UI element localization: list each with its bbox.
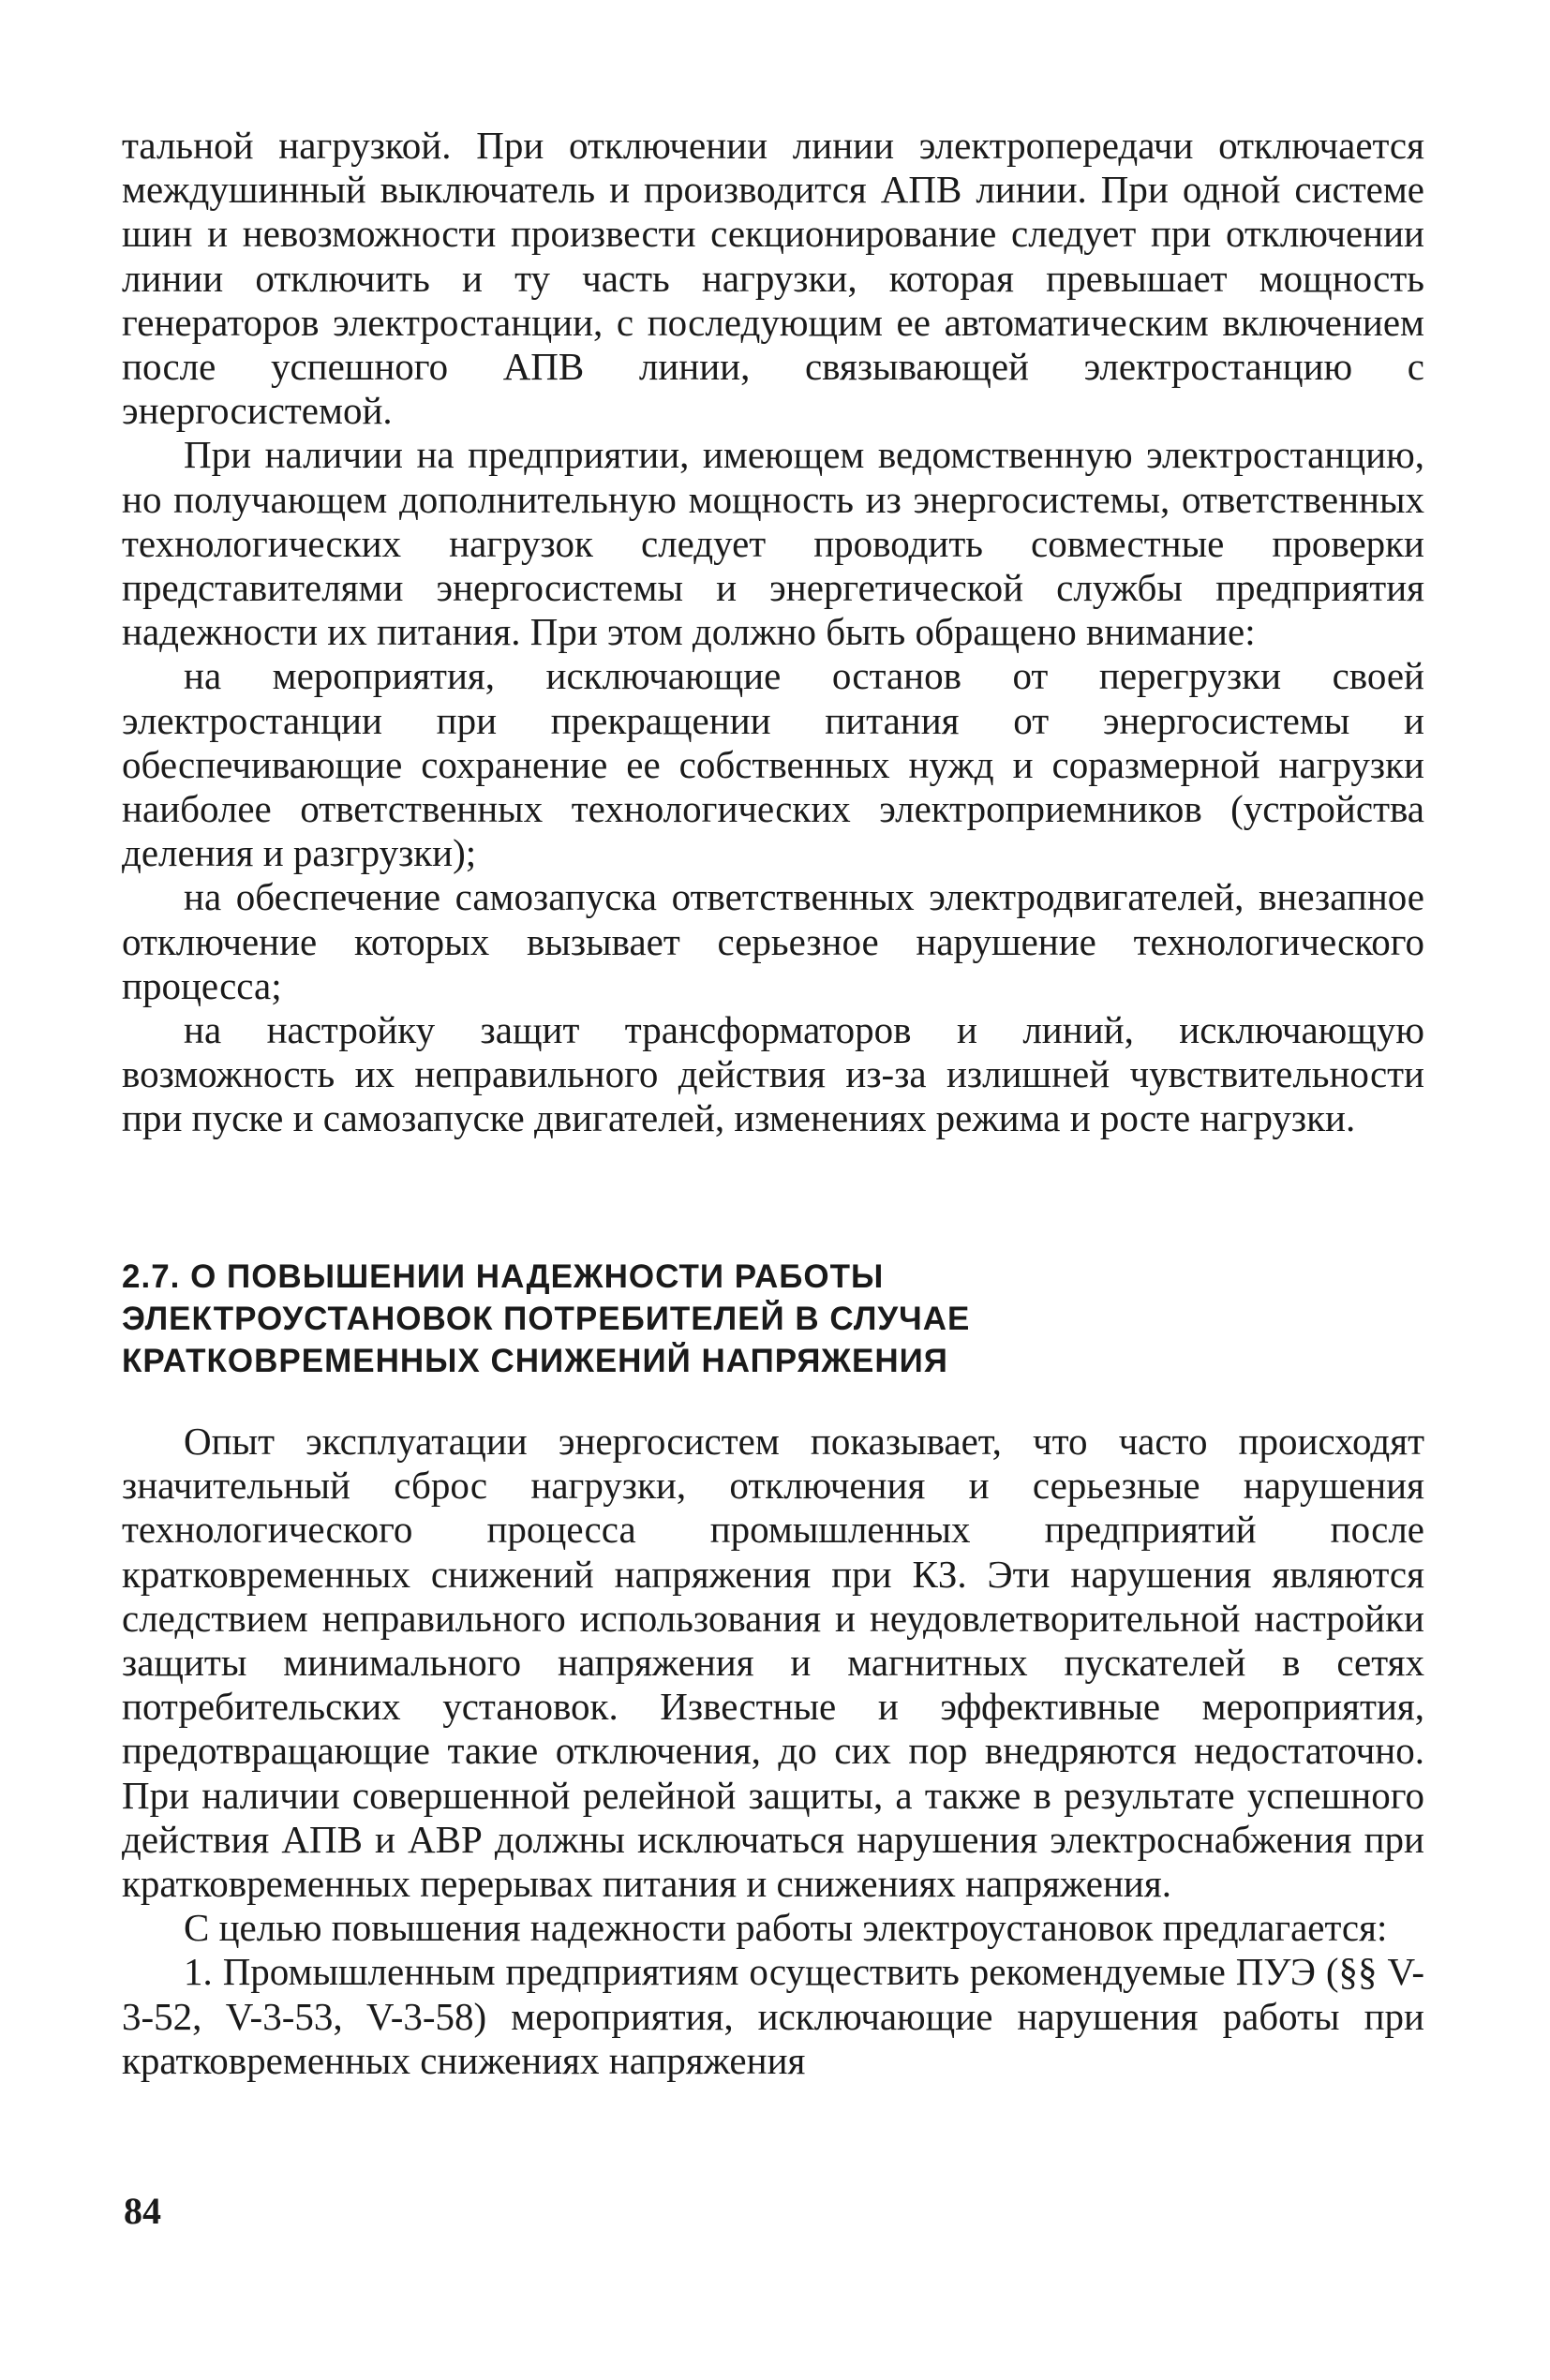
list-item-proposal-1: 1. Промышленным предприятиям осуществить рекомендуемые ПУЭ (§§ V-3-52, V-3-53, V-3-58) мероприятия, исключающие нарушения работы при кратковременных снижениях напряжения xyxy=(122,1950,1424,2082)
paragraph-proposal-intro: С целью повышения надежности работы электроустановок предлагается: xyxy=(184,1906,1388,1950)
paragraph-continuation: тальной нагрузкой. При отключении линии электропередачи отключается междушинный выключатель и производится АПВ линии. При одной системе шин и невозможности произвести секционирование следует при отключении линии отключить и ту часть нагрузки, которая превышает мощность генераторов электростанции, с последующим ее автоматическим включением после успешного АПВ линии, связывающей электростанцию с энергосистемой. xyxy=(122,124,1424,433)
section-heading-line: ЭЛЕКТРОУСТАНОВОК ПОТРЕБИТЕЛЕЙ В СЛУЧАЕ xyxy=(122,1301,971,1337)
section-heading-line: 2.7. О ПОВЫШЕНИИ НАДЕЖНОСТИ РАБОТЫ xyxy=(122,1258,885,1295)
section-heading xyxy=(122,1256,1424,1382)
list-item-measures: на мероприятия, исключающие останов от перегрузки своей электростанции при прекращении питания от энергосистемы и обеспечивающие сохранение ее собственных нужд и соразмерной нагрузки наиболее ответственных технологических электроприемников (устройства деления и разгрузки); xyxy=(122,654,1424,875)
paragraph-enterprise-power: При наличии на предприятии, имеющем ведомственную электростанцию, но получающем дополнительную мощность из энергосистемы, ответственных технологических нагрузок следует проводить совместные проверки представителями энергосистемы и энергетической службы предприятия надежности их питания. При этом должно быть обращено внимание: xyxy=(122,433,1424,654)
section-heading-line: КРАТКОВРЕМЕННЫХ СНИЖЕНИЙ НАПРЯЖЕНИЯ xyxy=(122,1343,948,1379)
paragraph-experience: Опыт эксплуатации энергосистем показывает, что часто происходят значительный сброс нагрузки, отключения и серьезные нарушения технологического процесса промышленных предприятий после кратковременных снижений напряжения при КЗ. Эти нарушения являются следствием неправильного использования и неудовлетворительной настройки защиты минимального напряжения и магнитных пускателей в сетях потребительских установок. Известные и эффективные мероприятия, предотвращающие такие отключения, до сих пор внедряются недостаточно. При наличии совершенной релейной защиты, а также в результате успешного действия АПВ и АВР должны исключаться нарушения электроснабжения при кратковременных перерывах питания и снижениях напряжения. xyxy=(122,1420,1424,1906)
list-item-self-start: на обеспечение самозапуска ответственных электродвигателей, внезапное отключение которых вызывает серьезное нарушение технологического процесса; xyxy=(122,875,1424,1007)
list-item-protection-setup: на настройку защит трансформаторов и линий, исключающую возможность их неправильного действия из-за излишней чувствительности при пуске и самозапуске двигателей, изменениях режима и росте нагрузки. xyxy=(122,1008,1424,1140)
bottom-text-block xyxy=(122,1420,1424,2083)
top-text-block xyxy=(122,124,1424,1141)
page-number: 84 xyxy=(124,2190,161,2232)
